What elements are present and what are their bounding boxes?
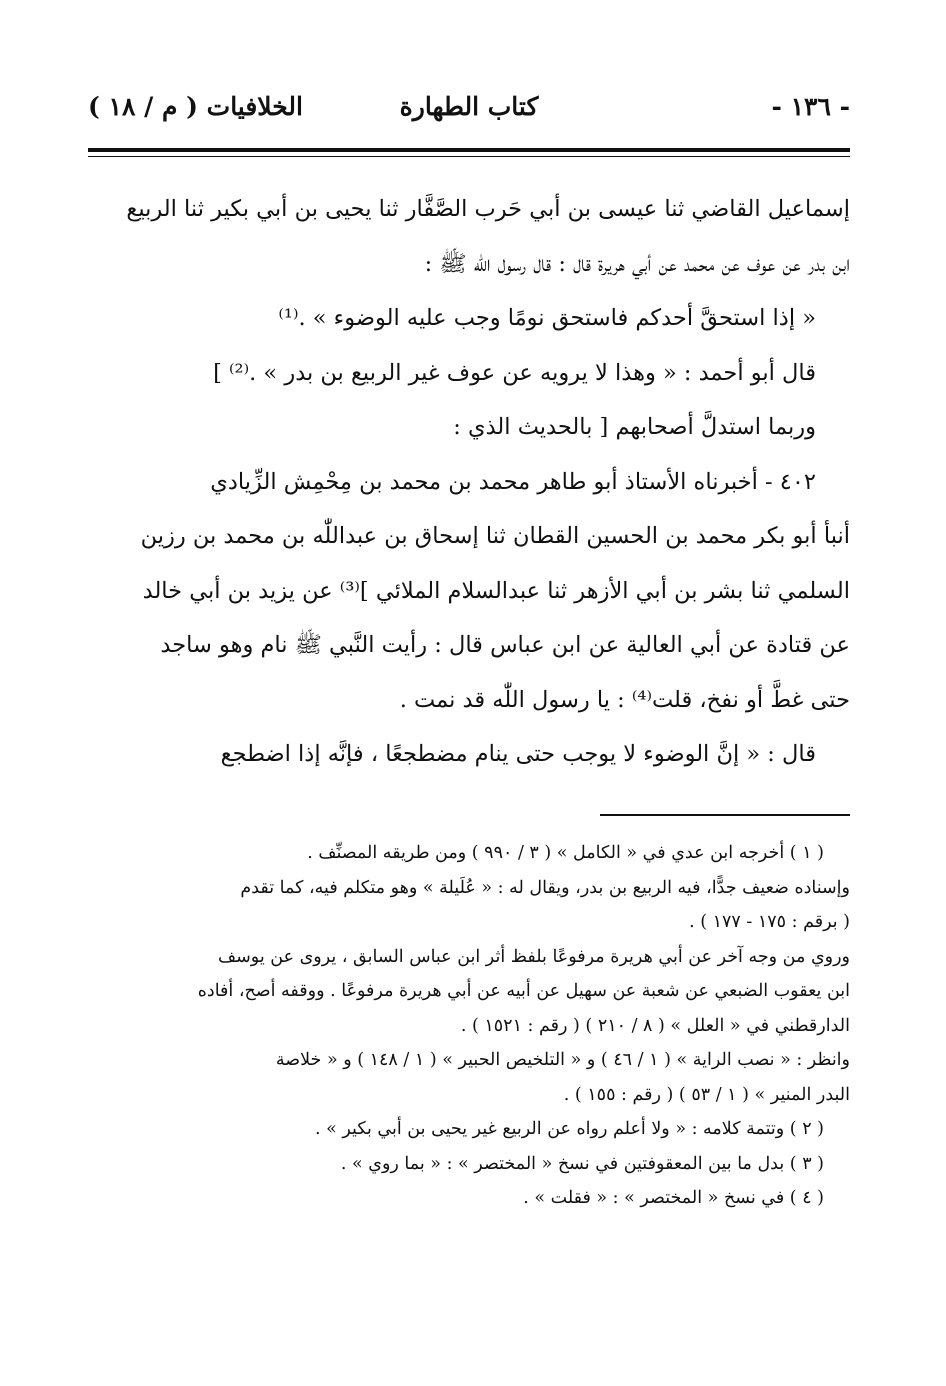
- footnote-line: وروي من وجه آخر عن أبي هريرة مرفوعًا بلفظ أثر ابن عباس السابق ، يروى عن يوسف: [218, 946, 850, 967]
- header-rule-thick: [88, 148, 850, 152]
- page-number: - ١٣٦ -: [771, 92, 850, 121]
- text-line: ابن بدر عن عوف عن محمد عن أبي هريرة قال : قال رسول اللّٰه ﷺ :: [424, 250, 850, 277]
- footnote-line: ( ١ ) أخرجه ابن عدي في « الكامل » ( ٣ / ٩٩٠ ) ومن طريقه المصنِّف .: [307, 843, 824, 863]
- footnote-line: وانظر : « نصب الراية » ( ١ / ٤٦ ) و « التلخيص الحبير » ( ١ / ١٤٨ ) و « خلاصة: [275, 1050, 850, 1070]
- footnote-line: وإسناده ضعيف جدًّا، فيه الربيع بن بدر، ويقال له : « عُلَيلة » وهو متكلم فيه، كما تقدم: [240, 877, 850, 898]
- section-title: الخلافيات ( م / ١٨ ): [88, 92, 303, 121]
- text-line: عن قتادة عن أبي العالية عن ابن عباس قال : رأيت النَّبي ﷺ نام وهو ساجد: [160, 632, 850, 658]
- footnotes: [88, 836, 850, 1216]
- footnote-line: ( برقم : ١٧٥ - ١٧٧ ) .: [689, 912, 850, 932]
- text-line: السلمي ثنا بشر بن أبي الأزهر ثنا عبدالسلام الملائي ]⁽³⁾ عن يزيد بن أبي خالد: [142, 577, 850, 604]
- header-rule-thin: [88, 156, 850, 157]
- text-line: إسماعيل القاضي ثنا عيسى بن أبي حَرب الصَّفَّار ثنا يحيى بن أبي بكير ثنا الربيع: [126, 196, 850, 222]
- text-line: وربما استدلَّ أصحابهم [ بالحديث الذي :: [453, 414, 816, 440]
- running-header: [88, 92, 850, 132]
- footnote-line: الدارقطني في « العلل » ( ٨ / ٢١٠ ) ( رقم : ١٥٢١ ) .: [460, 1015, 850, 1036]
- text-line: حتى غطَّ أو نفخ، قلت⁽⁴⁾ : يا رسول اللّٰه قد نمت .: [399, 686, 850, 713]
- footnote-line: ( ٤ ) في نسخ « المختصر » : « فقلت » .: [523, 1188, 824, 1208]
- text-line: قال أبو أحمد : « وهذا لا يرويه عن عوف غير الربيع بن بدر » .⁽²⁾ ]: [213, 359, 816, 386]
- footnote-separator: [600, 814, 850, 816]
- footnote-line: ( ٣ ) بدل ما بين المعقوفتين في نسخ « المختصر » : « بما روي » .: [340, 1153, 824, 1174]
- text-line: أنبأ أبو بكر محمد بن الحسين القطان ثنا إسحاق بن عبداللّٰه بن محمد بن رزين: [140, 523, 850, 549]
- book-title: كتاب الطهارة: [399, 92, 539, 121]
- footnote-line: ابن يعقوب الضبعي عن شعبة عن سهيل عن أبيه عن أبي هريرة مرفوعًا . ووقفه أصح، أفاده: [197, 981, 850, 1001]
- footnote-line: ( ٢ ) وتتمة كلامه : « ولا أعلم رواه عن الربيع غير يحيى بن أبي بكير » .: [315, 1119, 824, 1139]
- text-line: « إذا استحقَّ أحدكم فاستحق نومًا وجب عليه الوضوء » .⁽¹⁾: [278, 305, 816, 331]
- text-line: قال : « إنَّ الوضوء لا يوجب حتى ينام مضطجعًا ، فإنَّه إذا اضطجع: [220, 741, 816, 767]
- hadith-number-line: ٤٠٢ - أخبرناه الأستاذ أبو طاهر محمد بن محمد بن مِحْمِش الزِّيادي: [210, 468, 816, 495]
- footnote-line: البدر المنير » ( ١ / ٥٣ ) ( رقم : ١٥٥ ) .: [563, 1084, 850, 1105]
- main-text: [88, 182, 850, 782]
